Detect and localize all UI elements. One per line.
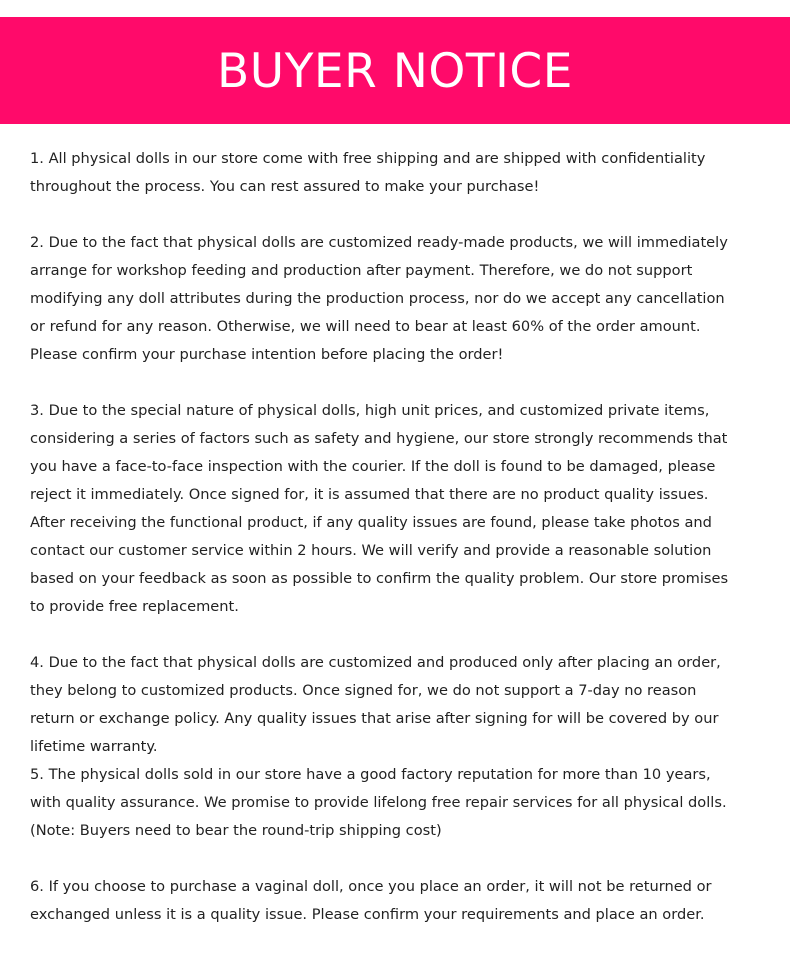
notice-item-4: 4. Due to the fact that physical dolls are customized and produced only after placing an order, they belong to customized products. Once signed for, we do not support a 7-day no reason return or exchange policy. Any quality issues that arise after signing for will be covered by our lifetime warranty. bbox=[30, 654, 721, 755]
paragraph-gap bbox=[30, 369, 770, 397]
notice-item-2: 2. Due to the fact that physical dolls are customized ready-made products, we will immediately arrange for workshop feeding and production after payment. Therefore, we do not support modifying any doll attributes during the production process, nor do we accept any cancellation or refund for any reason. Otherwise, we will need to bear at least 60% of the order amount. Please confirm your purchase intention before placing the order! bbox=[30, 234, 728, 363]
notice-item-1: 1. All physical dolls in our store come with free shipping and are shipped with confidentiality throughout the process. You can rest assured to make your purchase! bbox=[30, 150, 706, 195]
paragraph-gap bbox=[30, 201, 770, 229]
notice-item-3: 3. Due to the special nature of physical dolls, high unit prices, and customized private items, considering a series of factors such as safety and hygiene, our store strongly recommends that you have a face-to-face inspection with the courier. If the doll is found to be damaged, please reject it immediately. Once signed for, it is assumed that there are no product quality issues. After receiving the functional product, if any quality issues are found, please take photos and contact our customer service within 2 hours. We will verify and provide a reasonable solution based on your feedback as soon as possible to confirm the quality problem. Our store promises to provide free replacement. bbox=[30, 402, 729, 615]
notice-item-5: 5. The physical dolls sold in our store have a good factory reputation for more than 10 years, with quality assurance. We promise to provide lifelong free repair services for all physical dolls. (Note: Buyers need to bear the round-trip shipping cost) bbox=[30, 766, 727, 839]
notice-banner bbox=[0, 17, 790, 124]
paragraph-gap bbox=[30, 845, 770, 873]
notice-item-6: 6. If you choose to purchase a vaginal doll, once you place an order, it will not be returned or exchanged unless it is a quality issue. Please confirm your requirements and place an order. bbox=[30, 878, 712, 923]
banner-title: BUYER NOTICE bbox=[217, 44, 573, 99]
paragraph-gap bbox=[30, 621, 770, 649]
notice-body bbox=[30, 145, 770, 929]
